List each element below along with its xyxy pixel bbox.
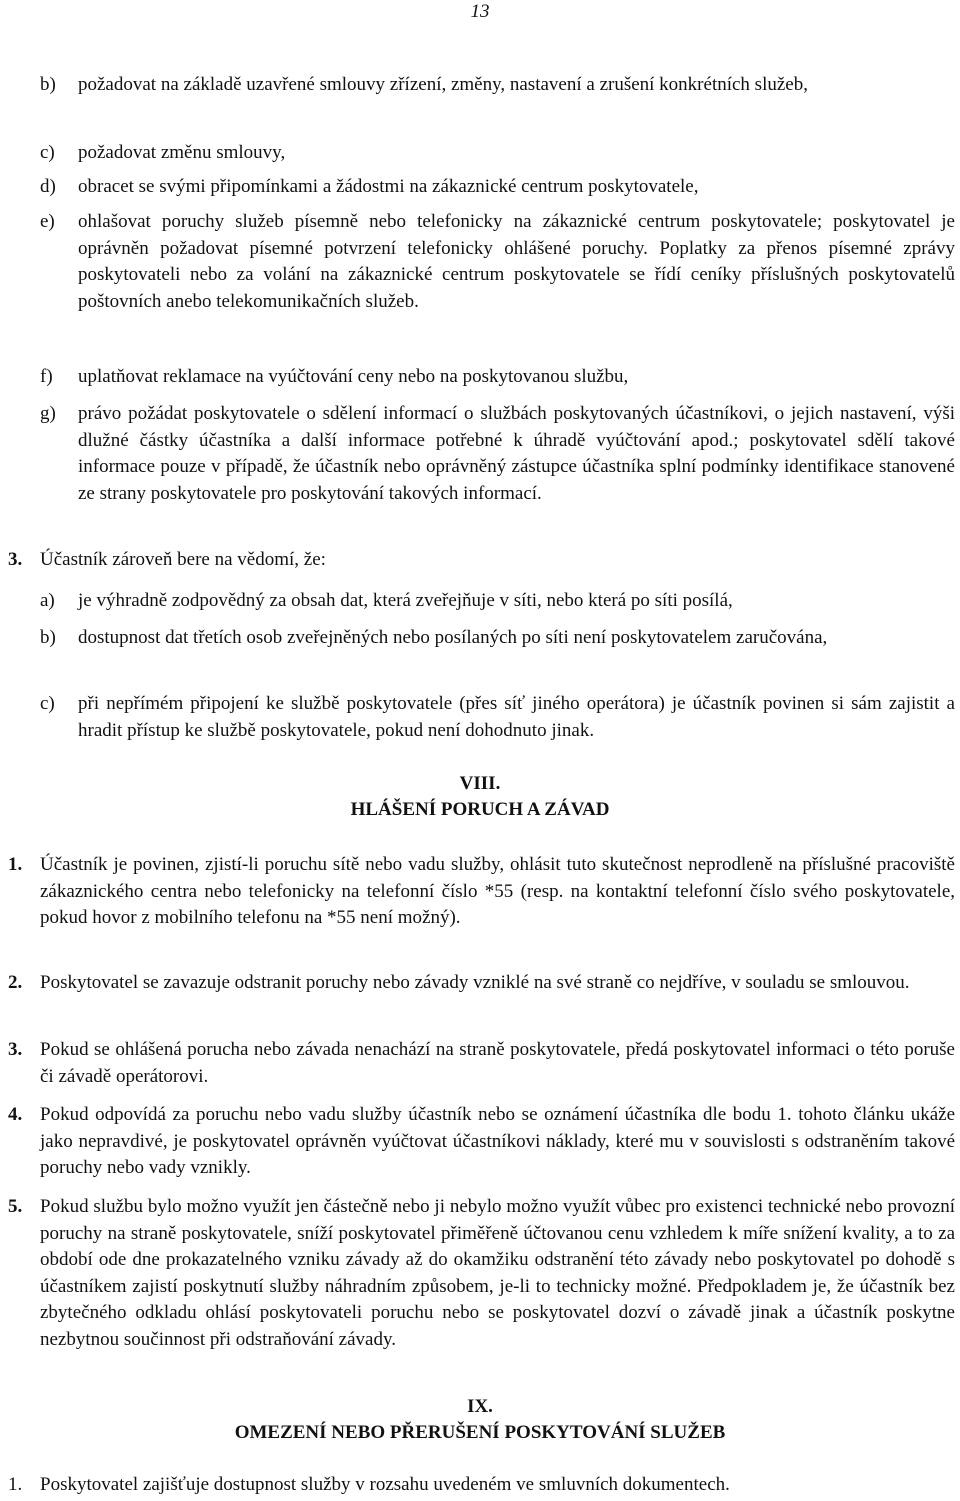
- numbered-point: [8, 1472, 955, 1499]
- list-text: požadovat změnu smlouvy,: [78, 142, 286, 163]
- list-item: [40, 209, 955, 315]
- numbered-point: [8, 1037, 955, 1090]
- point-text: Pokud službu bylo možno využít jen částečně nebo ji nebylo možno využít vůbec pro existenci technické nebo provozní poruchy na straně poskytovatele, sníží poskytovatel přiměřeně účtovanou cenu vzhledem k míře snížení kvality, a to za období ode dne prokazatelného vzniku závady až do okamžiku odstranění této závady nebo poskytovatel po dohodě s účastníkem zajistí poskytnutí služby náhradním způsobem, je-li to technicky možné. Předpokladem je, že účastník bez zbytečného odkladu ohlásí poskytovateli poruchu nebo se poskytovatel dozví o závadě jinak a účastník poskytne nezbytnou součinnost při odstraňování závady.: [40, 1196, 955, 1350]
- point-text: Účastník zároveň bere na vědomí, že:: [40, 549, 326, 570]
- list-item: [40, 364, 955, 391]
- point-number: 1.: [8, 1474, 23, 1495]
- numbered-point: [8, 852, 955, 932]
- point-number: 3.: [8, 549, 23, 570]
- point-number: 5.: [8, 1196, 23, 1217]
- point-number: 2.: [8, 972, 23, 993]
- list-item: [40, 401, 955, 507]
- list-text: při nepřímém připojení ke službě poskytovatele (přes síť jiného operátora) je účastník povinen si sám zajistit a hradit přístup ke službě poskytovatele, pokud není dohodnuto jinak.: [78, 693, 955, 741]
- section-title: HLÁŠENÍ PORUCH A ZÁVAD: [350, 799, 610, 820]
- list-label: c): [40, 142, 55, 163]
- list-label: d): [40, 176, 56, 197]
- list-item: [40, 72, 955, 99]
- list-text: požadovat na základě uzavřené smlouvy zřízení, změny, nastavení a zrušení konkrétních služeb,: [78, 74, 808, 95]
- list-text: právo požádat poskytovatele o sdělení informací o službách poskytovaných účastníkovi, o jejich nastavení, výši dlužné částky účastníka a další informace potřebné k úhradě vyúčtování apod.; poskytovatel sdělí takové informace pouze v případě, že účastník nebo oprávněný zástupce účastníka splní podmínky identifikace stanovené ze strany poskytovatele pro poskytování takových informací.: [78, 403, 955, 504]
- list-label: f): [40, 366, 53, 387]
- point-number: 1.: [8, 854, 23, 875]
- list-label: b): [40, 627, 56, 648]
- point-text: Účastník je povinen, zjistí-li poruchu sítě nebo vadu služby, ohlásit tuto skutečnost neprodleně na příslušné pracoviště zákaznického centra nebo telefonicky na telefonní číslo *55 (resp. na kontaktní telefonní číslo svého poskytovatele, pokud hovor z mobilního telefonu na *55 není možný).: [40, 854, 955, 928]
- list-text: uplatňovat reklamace na vyúčtování ceny nebo na poskytovanou službu,: [78, 366, 629, 387]
- numbered-point: [8, 1194, 955, 1353]
- point-text: Pokud odpovídá za poruchu nebo vadu služby účastník nebo se oznámení účastníka dle bodu 1. tohoto článku ukáže jako nepravdivé, je poskytovatel oprávněn vyúčtovat účastníkovi náklady, které mu v souvislosti s odstraněním takové poruchy nebo vady vznikly.: [40, 1104, 955, 1178]
- list-item: [40, 174, 955, 201]
- point-number: 4.: [8, 1104, 23, 1125]
- list-item: [40, 588, 955, 615]
- list-label: c): [40, 693, 55, 714]
- list-label: a): [40, 590, 55, 611]
- point-number: 3.: [8, 1039, 23, 1060]
- page-number: 13: [470, 1, 490, 22]
- numbered-point: [8, 547, 955, 574]
- list-label: g): [40, 403, 56, 424]
- list-text: dostupnost dat třetích osob zveřejněných nebo posílaných po síti není poskytovatelem zaručována,: [78, 627, 828, 648]
- list-item: [40, 691, 955, 744]
- section-number: VIII.: [459, 773, 501, 794]
- list-item: [40, 140, 955, 167]
- list-text: ohlašovat poruchy služeb písemně nebo telefonicky na zákaznické centrum poskytovatele; poskytovatel je oprávněn požadovat písemné potvrzení telefonicky ohlášené poruchy. Poplatky za přenos písemné zprávy poskytovateli nebo za volání na zákaznické centrum poskytovatele se řídí ceníky příslušných poskytovatelů poštovních anebo telekomunikačních služeb.: [78, 211, 955, 312]
- list-label: e): [40, 211, 55, 232]
- list-text: je výhradně zodpovědný za obsah dat, která zveřejňuje v síti, nebo která po síti posílá,: [78, 590, 733, 611]
- list-text: obracet se svými připomínkami a žádostmi na zákaznické centrum poskytovatele,: [78, 176, 699, 197]
- point-text: Poskytovatel se zavazuje odstranit poruchy nebo závady vzniklé na své straně co nejdříve, v souladu se smlouvou.: [40, 972, 910, 993]
- section-number: IX.: [467, 1396, 493, 1417]
- point-text: Poskytovatel zajišťuje dostupnost služby v rozsahu uvedeném ve smluvních dokumentech.: [40, 1474, 730, 1495]
- numbered-point: [8, 1102, 955, 1182]
- point-text: Pokud se ohlášená porucha nebo závada nenachází na straně poskytovatele, předá poskytovatel informaci o této poruše či závadě operátorovi.: [40, 1039, 955, 1087]
- numbered-point: [8, 970, 955, 997]
- list-item: [40, 625, 955, 652]
- list-label: b): [40, 74, 56, 95]
- section-title: OMEZENÍ NEBO PŘERUŠENÍ POSKYTOVÁNÍ SLUŽEB: [234, 1422, 726, 1443]
